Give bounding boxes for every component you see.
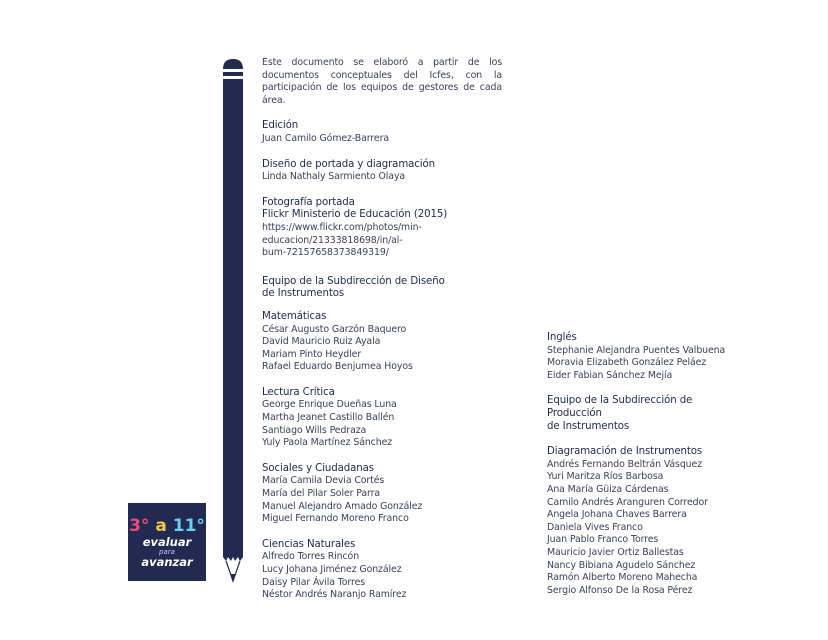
logo-grade-end: 11° <box>172 516 205 536</box>
diagramacion-name: Camilo Andrés Aranguren Corredor <box>547 496 708 508</box>
ciencias-name: Néstor Andrés Naranjo Ramírez <box>262 589 407 601</box>
logo-evaluar: evaluar <box>142 535 192 549</box>
diagramacion-name: Yuri Maritza Ríos Barbosa <box>547 471 664 483</box>
sociales-name: Miguel Fernando Moreno Franco <box>262 513 409 525</box>
diagramacion-name: Ramón Alberto Moreno Mahecha <box>547 572 698 584</box>
edicion-section <box>262 120 502 145</box>
foto-title: Fotografía portada <box>262 196 355 208</box>
credits-column-left <box>262 57 502 602</box>
ingles-title: Inglés <box>547 332 577 343</box>
lectura-name: Martha Jeanet Castillo Ballén <box>262 412 395 424</box>
diagramacion-name: Mauricio Javier Ortiz Ballestas <box>547 546 684 558</box>
matematicas-name: Mariam Pinto Heydler <box>262 348 362 360</box>
diagramacion-name: Ana María Güiza Cárdenas <box>547 483 669 495</box>
diagramacion-name: Daniela Vives Franco <box>547 521 643 533</box>
foto-url-line: educacion/21333818698/in/al- <box>262 234 403 246</box>
ingles-name: Eider Fabian Sánchez Mejía <box>547 369 673 381</box>
ciencias-title: Ciencias Naturales <box>262 538 356 550</box>
edicion-title: Edición <box>262 120 299 132</box>
diseno-title: Diseño de portada y diagramación <box>262 158 436 170</box>
intro-paragraph: Este documento se elaboró a partir de los documentos conceptuales del Icfes, con la participación de los equipos de gestores de cada área. <box>262 57 502 106</box>
edicion-name: Juan Camilo Gómez-Barrera <box>262 132 389 144</box>
diagramacion-name: Nancy Bibiana Agudelo Sánchez <box>547 559 696 571</box>
ciencias-name: Daisy Pilar Ávila Torres <box>262 576 366 588</box>
lectura-title: Lectura Crítica <box>262 386 335 398</box>
sociales-name: María Camila Devia Cortés <box>262 475 385 487</box>
ingles-name: Moravia Elizabeth González Peláez <box>547 357 707 369</box>
ingles-section <box>547 332 747 382</box>
matematicas-name: David Mauricio Ruiz Ayala <box>262 336 381 348</box>
logo-para: para <box>159 548 175 556</box>
sociales-name: Manuel Alejandro Amado González <box>262 500 423 512</box>
foto-section <box>262 197 502 260</box>
lectura-name: Santiago Wills Pedraza <box>262 424 367 436</box>
matematicas-name: César Augusto Garzón Baquero <box>262 323 407 335</box>
logo-grades <box>128 517 206 535</box>
sociales-section <box>262 463 502 526</box>
foto-url-line: https://www.flickr.com/photos/min- <box>262 221 422 233</box>
lectura-name: George Enrique Dueñas Luna <box>262 399 397 411</box>
logo-grade-a: a <box>155 516 167 536</box>
matematicas-title: Matemáticas <box>262 310 327 322</box>
pencil-icon <box>221 59 245 589</box>
credits-column-right <box>547 332 747 597</box>
sociales-title: Sociales y Ciudadanas <box>262 462 375 474</box>
equipo-produccion-heading <box>547 395 747 433</box>
foto-subtitle: Flickr Ministerio de Educación (2015) <box>262 209 448 221</box>
diseno-section <box>262 159 502 184</box>
diagramacion-name: Andrés Fernando Beltrán Vásquez <box>547 458 703 470</box>
foto-url-line: bum-72157658373849319/ <box>262 247 389 259</box>
lectura-name: Yuly Paola Martínez Sánchez <box>262 437 393 449</box>
logo-grade-start: 3° <box>129 516 150 536</box>
ingles-name: Stephanie Alejandra Puentes Valbuena <box>547 344 726 356</box>
evaluar-para-avanzar-logo <box>128 503 206 581</box>
equipo-diseno-heading <box>262 276 502 301</box>
equipo-diseno-line: Equipo de la Subdirección de Diseño <box>262 275 445 287</box>
diagramacion-section <box>547 446 747 597</box>
ciencias-name: Alfredo Torres Rincón <box>262 551 360 563</box>
matematicas-section <box>262 311 502 374</box>
ciencias-section <box>262 539 502 602</box>
matematicas-name: Rafael Eduardo Benjumea Hoyos <box>262 361 413 373</box>
equipo-produccion-line: de Instrumentos <box>547 420 630 432</box>
diseno-name: Linda Nathaly Sarmiento Olaya <box>262 171 406 183</box>
diagramacion-title: Diagramación de Instrumentos <box>547 446 703 458</box>
equipo-diseno-line: de Instrumentos <box>262 288 345 300</box>
diagramacion-name: Sergio Alfonso De la Rosa Pérez <box>547 584 693 596</box>
sociales-name: María del Pilar Soler Parra <box>262 488 381 500</box>
diagramacion-name: Angela Johana Chaves Barrera <box>547 509 687 521</box>
lectura-section <box>262 387 502 450</box>
ciencias-name: Lucy Johana Jiménez González <box>262 564 402 575</box>
diagramacion-name: Juan Pablo Franco Torres <box>547 534 659 546</box>
logo-avanzar: avanzar <box>141 555 193 569</box>
equipo-produccion-line: Equipo de la Subdirección de Producción <box>547 395 693 419</box>
